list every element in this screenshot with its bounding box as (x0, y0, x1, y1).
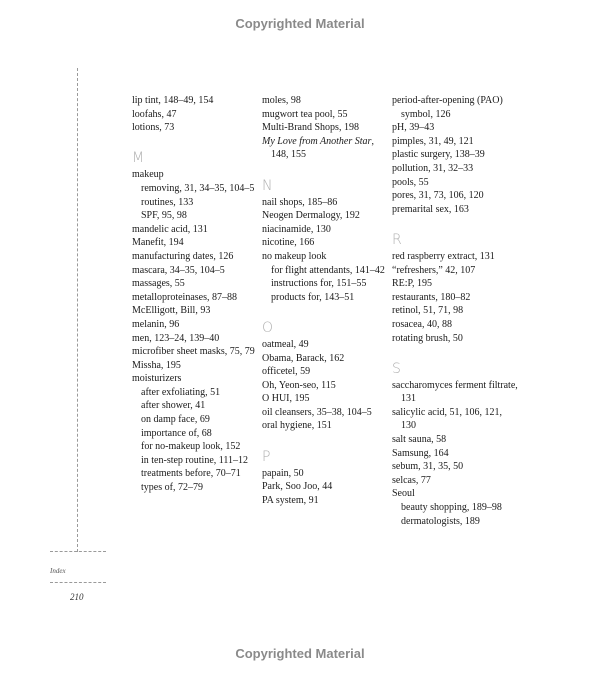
index-entry: melanin, 96 (132, 318, 180, 330)
index-subentry: for no-makeup look, 152 (141, 441, 241, 453)
index-entry: men, 123–24, 139–40 (132, 332, 220, 344)
index-entry: lotions, 73 (132, 122, 175, 134)
index-entry: mascara, 34–35, 104–5 (132, 264, 225, 276)
index-entry: McElligott, Bill, 93 (132, 305, 211, 317)
index-entry: oral hygiene, 151 (262, 420, 332, 432)
index-entry: plastic surgery, 138–39 (392, 149, 485, 161)
index-entry: moles, 98 (262, 95, 301, 106)
index-subentry: after shower, 41 (141, 400, 206, 412)
index-entry: salt sauna, 58 (392, 434, 447, 446)
index-entry: Neogen Dermalogy, 192 (262, 210, 360, 222)
index-subentry: beauty shopping, 189–98 (401, 502, 502, 514)
margin-rule-bottom (50, 582, 106, 583)
index-entry: sebum, 31, 35, 50 (392, 461, 464, 473)
index-entry: retinol, 51, 71, 98 (392, 305, 464, 317)
index-entry: Seoul (392, 488, 415, 500)
index-entry: makeup (132, 169, 164, 181)
book-title: My Love from Another Star (262, 135, 372, 147)
margin-rule-vertical (77, 68, 78, 552)
index-entry: saccharomyces ferment filtrate, 131 (392, 379, 518, 405)
index-entry: mugwort tea pool, 55 (262, 108, 348, 120)
index-subentry: importance of, 68 (141, 427, 212, 439)
index-entry: Oh, Yeon-seo, 115 (262, 379, 336, 391)
index-entry: lip tint, 148–49, 154 (132, 95, 214, 106)
index-entry: rosacea, 40, 88 (392, 318, 452, 330)
index-subentry: products for, 143–51 (271, 291, 355, 303)
index-entry: Missha, 195 (132, 359, 181, 371)
running-head: Index (50, 567, 66, 575)
index-entry: Park, Soo Joo, 44 (262, 481, 333, 493)
index-entry: metalloproteinases, 87–88 (132, 291, 237, 303)
page-refs: , 148, 155 (271, 135, 374, 161)
index-subentry: instructions for, 151–55 (271, 278, 367, 290)
index-entry: red raspberry extract, 131 (392, 250, 495, 262)
index-entry: O HUI, 195 (262, 393, 310, 405)
index-entry: no makeup look (262, 250, 327, 262)
section-letter-m: M (132, 150, 145, 167)
index-entry: pools, 55 (392, 176, 429, 188)
index-entry: Multi-Brand Shops, 198 (262, 122, 359, 134)
index-column-2 (262, 94, 392, 507)
section-letter-r: R (392, 231, 402, 248)
index-subentry: types of, 72–79 (141, 482, 203, 494)
index-entry-title (262, 135, 383, 162)
index-entry: nicotine, 166 (262, 237, 315, 249)
index-subentry: routines, 133 (141, 196, 194, 208)
index-entry: pH, 39–43 (392, 122, 435, 134)
section-letter-p: P (262, 448, 271, 465)
page-number: 210 (70, 592, 84, 602)
index-entry: oil cleansers, 35–38, 104–5 (262, 406, 372, 418)
index-subentry: treatments before, 70–71 (141, 468, 241, 480)
index-entry: period-after-opening (PAO) symbol, 126 (392, 95, 503, 120)
index-entry: mandelic acid, 131 (132, 223, 208, 235)
index-entry: microfiber sheet masks, 75, 79 (132, 346, 255, 358)
index-entry: salicylic acid, 51, 106, 121, 130 (392, 406, 502, 432)
index-entry: Obama, Barack, 162 (262, 352, 345, 364)
index-subentry: SPF, 95, 98 (141, 210, 187, 222)
margin-rule-top (50, 551, 106, 552)
index-entry: selcas, 77 (392, 474, 431, 486)
index-entry: PA system, 91 (262, 494, 319, 506)
index-subentry: in ten-step routine, 111–12 (141, 454, 249, 466)
index-column-3 (392, 94, 522, 528)
index-entry: officetel, 59 (262, 366, 311, 378)
index-entry: pimples, 31, 49, 121 (392, 135, 474, 147)
index-entry: RE:P, 195 (392, 278, 433, 290)
index-entry: manufacturing dates, 126 (132, 250, 234, 262)
copyright-watermark-bottom: Copyrighted Material (235, 646, 365, 661)
index-entry: nail shops, 185–86 (262, 196, 338, 208)
index-entry: loofahs, 47 (132, 108, 177, 120)
index-subentry: dermatologists, 189 (401, 515, 480, 527)
index-column-1 (132, 94, 262, 495)
copyright-watermark-top: Copyrighted Material (235, 16, 365, 31)
index-entry: “refreshers,” 42, 107 (392, 264, 476, 276)
index-entry: moisturizers (132, 373, 182, 385)
index-entry: pollution, 31, 32–33 (392, 162, 474, 174)
index-subentry: for flight attendants, 141–42 (271, 264, 385, 276)
index-entry: premarital sex, 163 (392, 203, 469, 215)
index-entry: Manefit, 194 (132, 237, 184, 249)
index-entry: restaurants, 180–82 (392, 291, 471, 303)
index-subentry: removing, 31, 34–35, 104–5 (141, 182, 255, 194)
section-letter-n: N (262, 177, 273, 194)
index-subentry: on damp face, 69 (141, 414, 210, 426)
index-entry: pores, 31, 73, 106, 120 (392, 190, 484, 202)
index-entry: oatmeal, 49 (262, 338, 309, 350)
index-entry: rotating brush, 50 (392, 332, 463, 344)
index-entry: Samsung, 164 (392, 447, 449, 459)
section-letter-s: S (392, 360, 401, 377)
index-entry: massages, 55 (132, 278, 185, 290)
index-entry: papain, 50 (262, 467, 304, 479)
section-letter-o: O (262, 319, 274, 336)
index-entry: niacinamide, 130 (262, 223, 331, 235)
index-subentry: after exfoliating, 51 (141, 386, 221, 398)
